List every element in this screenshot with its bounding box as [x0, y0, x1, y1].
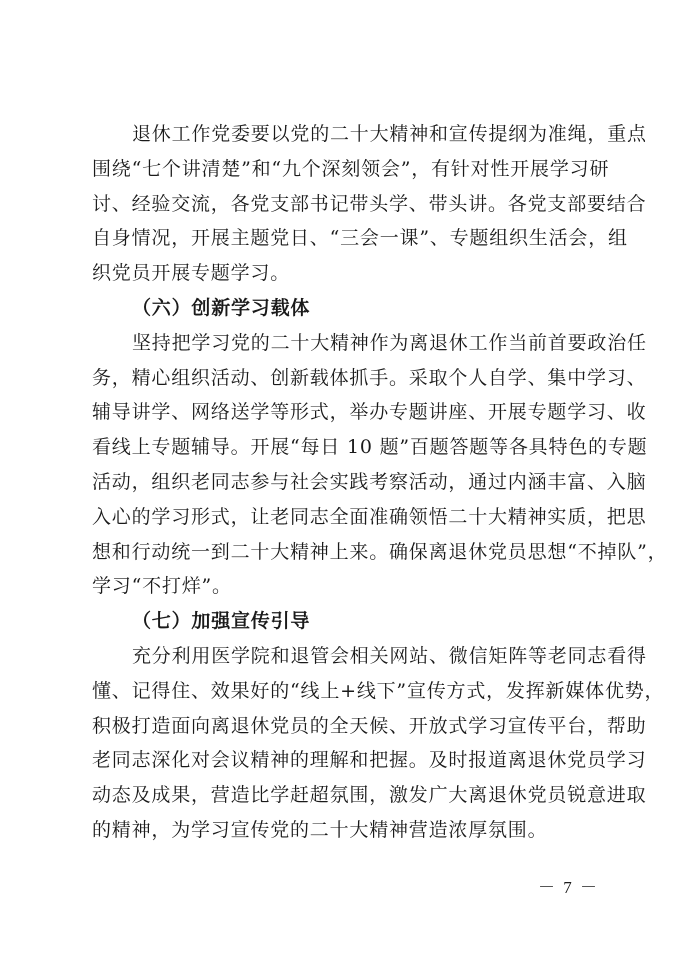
- text-line: 织党员开展专题学习。: [92, 262, 291, 285]
- text-line: 自身情况，开展主题党日、“三会一课”、专题组织生活会，组: [92, 227, 628, 250]
- text-line: 动态及成果，营造比学赶超氛围，激发广大离退休党员锐意进取: [92, 784, 647, 807]
- text-line: 活动，组织老同志参与社会实践考察活动，通过内涵丰富、入脑: [92, 470, 647, 493]
- text-line: 退休工作党委要以党的二十大精神和宣传提纲为准绳，重点: [132, 123, 647, 145]
- paragraph-intro: [92, 117, 647, 291]
- text-line: 的精神，为学习宣传党的二十大精神营造浓厚氛围。: [92, 818, 548, 841]
- page-number: － 7 －: [538, 878, 599, 897]
- text-line: 老同志深化对会议精神的理解和把握。及时报道离退休党员学习: [92, 749, 647, 772]
- paragraph-section-6: [92, 326, 668, 604]
- text-line: 充分利用医学院和退管会相关网站、微信矩阵等老同志看得: [132, 644, 647, 667]
- document-body: [92, 117, 668, 848]
- text-line: 围绕“七个讲清楚”和“九个深刻领会”，有针对性开展学习研: [92, 157, 610, 180]
- text-line: 讨、经验交流，各党支部书记带头学、带头讲。各党支部要结合: [92, 192, 647, 215]
- text-line: 懂、记得住、效果好的“线上+线下”宣传方式，发挥新媒体优势，: [92, 679, 665, 702]
- text-line: 积极打造面向离退休党员的全天候、开放式学习宣传平台，帮助: [92, 714, 647, 737]
- section-heading-7: （七）加强宣传引导: [132, 610, 311, 633]
- text-line: 看线上专题辅导。开展“每日 10 题”百题答题等各具特色的专题: [92, 436, 648, 459]
- paragraph-section-7: [92, 639, 665, 848]
- text-line: 想和行动统一到二十大精神上来。确保离退休党员思想“不掉队”，: [92, 540, 668, 563]
- text-line: 入心的学习形式，让老同志全面准确领悟二十大精神实质，把思: [92, 505, 647, 528]
- text-line: 学习“不打烊”。: [92, 575, 232, 598]
- section-heading-6: （六）创新学习载体: [132, 296, 311, 319]
- text-line: 坚持把学习党的二十大精神作为离退休工作当前首要政治任: [132, 331, 647, 354]
- text-line: 务，精心组织活动、创新载体抓手。采取个人自学、集中学习、: [92, 366, 647, 389]
- text-line: 辅导讲学、网络送学等形式，举办专题讲座、开展专题学习、收: [92, 401, 647, 424]
